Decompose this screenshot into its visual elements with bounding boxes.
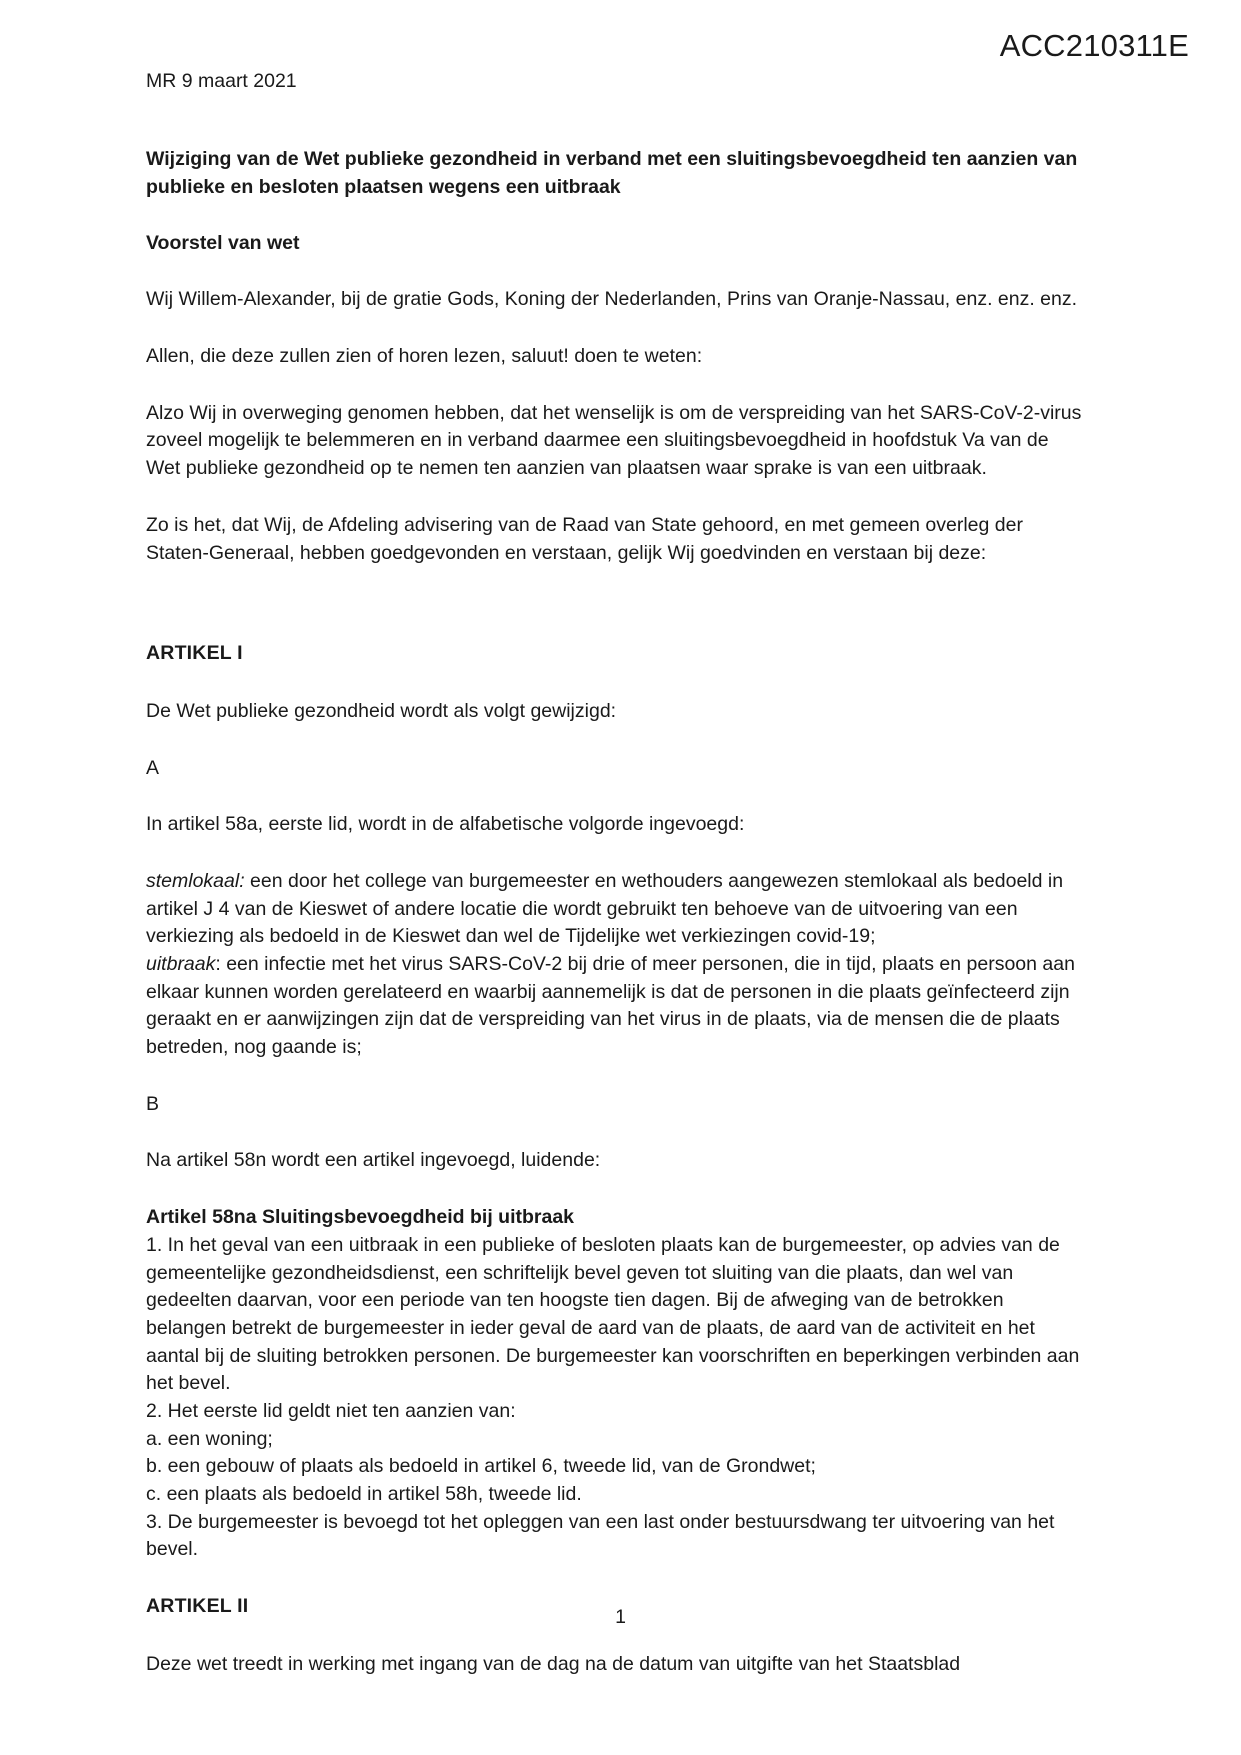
artikel-58na-lid-1: 1. In het geval van een uitbraak in een publieke of besloten plaats kan de burgemeester, op advies van de gemeentelijke gezondheidsdienst, een schriftelijk bevel geven tot sluiting van die plaats, dan wel van gedeelten daarvan, voor een periode van ten hoogste tien dagen. Bij de afweging van de betrokken belangen betrekt de burgemeester in ieder geval de aard van de plaats, de aard van de activiteit en het aantal bij de sluiting betrokken personen. De burgemeester kan voorschriften en beperkingen verbinden aan het bevel. (146, 1233, 1080, 1395)
definition-text-stemlokaal: een door het college van burgemeester en wethouders aangewezen stemlokaal als bedoeld in artikel J 4 van de Kieswet of andere locatie die wordt gebruikt ten behoeve van de uitvoering van een verkiezing als bedoeld in de Kieswet dan wel de Tijdelijke wet verkiezingen covid-19; (146, 869, 1064, 948)
definition-term-stemlokaal: stemlokaal: (146, 869, 245, 892)
artikel-58na-lid-2: 2. Het eerste lid geldt niet ten aanzien van: (146, 1399, 516, 1422)
document-code: ACC210311E (999, 28, 1189, 63)
definition-stemlokaal (146, 868, 1086, 951)
artikel-58na-lid-3: 3. De burgemeester is bevoegd tot het opleggen van een last onder bestuursdwang ter uitvoering van het bevel. (146, 1510, 1055, 1561)
heading-artikel-58na: Artikel 58na Sluitingsbevoegdheid bij uitbraak (146, 1206, 575, 1229)
section-spacer (146, 596, 1086, 640)
definition-term-uitbraak: uitbraak (146, 953, 216, 975)
document-content (146, 68, 1086, 1707)
heading-artikel-1: ARTIKEL I (146, 642, 243, 665)
subheading-voorstel-van-wet: Voorstel van wet (146, 231, 300, 254)
definition-uitbraak (146, 951, 1086, 1062)
artikel-58na-block (146, 1204, 1086, 1564)
artikel-58na-lid-2-item-b: b. een gebouw of plaats als bedoeld in artikel 6, tweede lid, van de Grondwet; (146, 1455, 816, 1478)
artikel-58na-lid-2-item-a: a. een woning; (146, 1427, 273, 1450)
definition-text-uitbraak: : een infectie met het virus SARS-CoV-2 bij drie of meer personen, die in tijd, plaats en persoon aan elkaar kunnen worden gerelateerd en waarbij aannemelijk is dat de personen in die plaats geïnfecteerd zijn geraakt en er aanwijzingen zijn dat de verspreiding van het virus in de plaats, via de mensen die de plaats betreden, nog gaande is; (146, 953, 1075, 1059)
preamble-overweging: Alzo Wij in overweging genomen hebben, dat het wenselijk is om de verspreiding van het SARS-CoV-2-virus zoveel mogelijk te belemmeren en in verband daarmee een sluitingsbevoegdheid in hoofdstuk Va van de Wet publieke gezondheid op te nemen ten aanzien van plaatsen waar sprake is van een uitbraak. (146, 401, 1082, 480)
onderdeel-a-intro: In artikel 58a, eerste lid, wordt in de alfabetische volgorde ingevoegd: (146, 813, 745, 836)
page-title: Wijziging van de Wet publieke gezondheid in verband met een sluitingsbevoegdheid ten aanzien van publieke en besloten plaatsen wegens een uitbraak (146, 148, 1078, 198)
preamble-allen: Allen, die deze zullen zien of horen lezen, saluut! doen te weten: (146, 345, 703, 368)
definitions-block (146, 868, 1086, 1062)
heading-artikel-2: ARTIKEL II (146, 1595, 249, 1618)
meeting-date: MR 9 maart 2021 (146, 70, 297, 92)
artikel-58na-lid-2-item-c: c. een plaats als bedoeld in artikel 58h, tweede lid. (146, 1483, 582, 1505)
preamble-zo-is-het: Zo is het, dat Wij, de Afdeling advisering van de Raad van State gehoord, en met gemeen overleg der Staten-Generaal, hebben goedgevonden en verstaan, gelijk Wij goedvinden en verstaan bij deze: (146, 513, 1023, 564)
onderdeel-a-letter: A (146, 756, 160, 779)
artikel-2-text: Deze wet treedt in werking met ingang van de dag na de datum van uitgifte van het Staatsblad (146, 1652, 961, 1675)
artikel-1-intro: De Wet publieke gezondheid wordt als volgt gewijzigd: (146, 699, 617, 722)
onderdeel-b-letter: B (146, 1092, 160, 1115)
page-number: 1 (615, 1606, 626, 1628)
onderdeel-b-intro: Na artikel 58n wordt een artikel ingevoegd, luidende: (146, 1149, 601, 1172)
preamble-king: Wij Willem-Alexander, bij de gratie Gods, Koning der Nederlanden, Prins van Oranje-Nassau, enz. enz. enz. (146, 288, 1078, 311)
